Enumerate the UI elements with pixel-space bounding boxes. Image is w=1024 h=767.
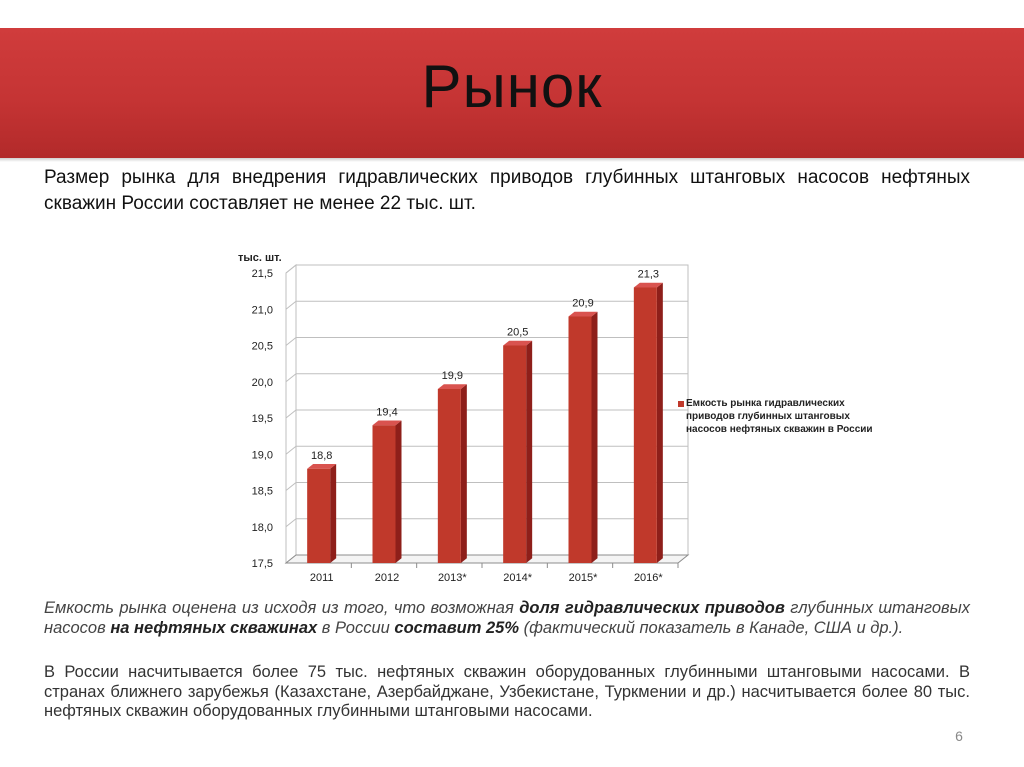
bar bbox=[373, 425, 396, 563]
banner-shadow bbox=[0, 158, 1024, 162]
note1-part1: Емкость рынка оценена из исходя из того, что возможная bbox=[44, 599, 520, 617]
note1-bold2: на нефтяных скважинах bbox=[110, 618, 318, 637]
bar bbox=[438, 389, 461, 563]
bar-side bbox=[526, 341, 532, 563]
note1-part2: глубинных штанговых насосов bbox=[44, 599, 971, 637]
x-tick-label: 2013* bbox=[437, 572, 467, 584]
bar-side bbox=[330, 464, 336, 563]
bar-side bbox=[461, 384, 467, 563]
y-tick-label: 21,0 bbox=[251, 304, 273, 317]
bar-value-label: 19,9 bbox=[441, 370, 464, 382]
bar bbox=[503, 346, 526, 564]
bar-value-label: 20,9 bbox=[572, 297, 594, 310]
note1-bold3: составит 25% bbox=[394, 618, 520, 637]
plot-floor bbox=[286, 555, 688, 563]
slide-title: Рынок bbox=[421, 53, 603, 120]
bar-side bbox=[592, 312, 598, 563]
note1-bold1: доля гидравлических приводов bbox=[519, 599, 785, 617]
page-number: 6 bbox=[955, 728, 963, 744]
market-estimate-note bbox=[44, 599, 970, 638]
grid-layer bbox=[286, 265, 688, 563]
market-chart bbox=[231, 240, 873, 590]
bar-value-label: 20,5 bbox=[506, 326, 529, 339]
y-tick-label: 17,5 bbox=[251, 558, 273, 570]
bar-side bbox=[657, 283, 663, 563]
y-axis-label: тыс. шт. bbox=[238, 252, 282, 264]
x-tick-label: 2012 bbox=[374, 572, 400, 584]
legend-swatch bbox=[678, 401, 684, 407]
legend-label: Емкость рынка гидравлических приводов глубинных штанговых насосов нефтяных скважин в России bbox=[686, 398, 873, 435]
y-tick-label: 19,5 bbox=[251, 413, 273, 425]
y-tick-label: 18,5 bbox=[251, 485, 273, 498]
note1-part3: в России bbox=[317, 618, 395, 637]
wells-count-note: В России насчитывается более 75 тыс. нефтяных скважин оборудованных глубинными штанговыми насосами. В странах ближнего зарубежья (Казахстане, Азербайджане, Узбекистане, Туркмении и др.) насчитывается более 80 тыс. нефтяных скважин оборудованных глубинными штанговыми насосами. bbox=[44, 663, 970, 720]
x-tick-label: 2016* bbox=[633, 572, 663, 584]
y-tick-label: 20,0 bbox=[251, 376, 273, 389]
y-tick-label: 18,0 bbox=[251, 521, 273, 534]
x-tick-label: 2011 bbox=[309, 572, 334, 584]
note1-part4: (фактический показатель в Канаде, США и др.). bbox=[519, 618, 904, 637]
bar bbox=[569, 317, 592, 564]
chart-legend bbox=[678, 397, 878, 436]
x-tick-label: 2015* bbox=[568, 572, 598, 584]
x-tick-label: 2014* bbox=[503, 572, 533, 584]
bar-value-label: 18,8 bbox=[310, 449, 333, 462]
bar-value-label: 21,3 bbox=[637, 268, 660, 281]
y-tick-label: 19,0 bbox=[251, 449, 273, 462]
bar bbox=[634, 288, 657, 564]
y-tick-label: 21,5 bbox=[251, 268, 273, 280]
bar-value-label: 19,4 bbox=[376, 406, 398, 419]
bar-side bbox=[396, 420, 402, 563]
y-tick-label: 20,5 bbox=[251, 340, 273, 353]
bar bbox=[307, 469, 330, 563]
intro-text: Размер рынка для внедрения гидравлических приводов глубинных штанговых насосов нефтяных скважин России составляет не менее 22 тыс. шт. bbox=[44, 167, 970, 214]
